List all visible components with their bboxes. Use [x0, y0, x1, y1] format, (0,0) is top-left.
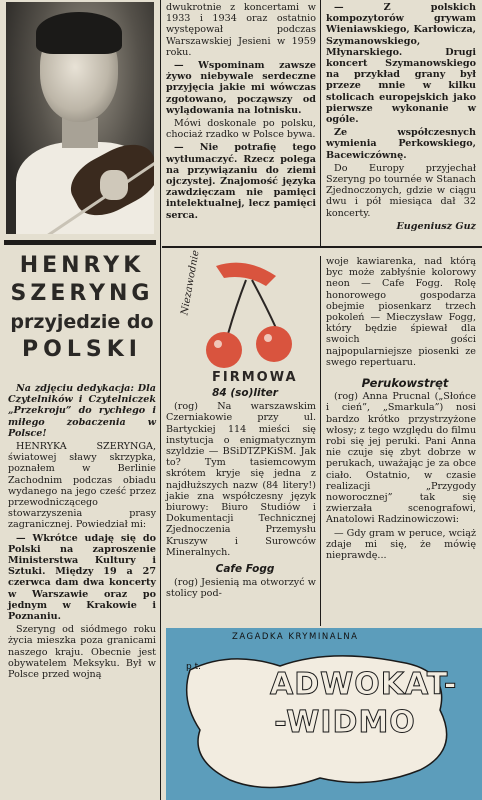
- right-lower-column: [326, 256, 476, 563]
- article-paragraph: (rog) Na warszawskim Czerniakowie przy ul. Bartyckiej 114 mieści się instytucja o enigmatycznym szyldzie — BSiDTZPKiSM. Jak to? Tym tasiemcowym skrótem kryje się jedna z najdłuższych nazw (84 litery!) jakie zna współczesny język biurowy: Biuro Studiów i Dokumentacji Technicznej Zjednoczenia Przemysłu Kruszyw i Surowców Mineralnych.: [166, 401, 316, 558]
- article-paragraph: — Z polskich kompozytorów grywam Wieniawskiego, Karłowicza, Szymanowskiego, Młynarskiego. Drugi koncert Szymanowskiego na przykład grany był przeze mnie w kilku stolicach europejskich jako pierwsze wykonanie w ogóle.: [326, 2, 476, 126]
- author-byline: Eugeniusz Guz: [396, 220, 476, 232]
- right-article-column: [326, 2, 476, 234]
- headline: [8, 252, 156, 364]
- crime-pt-abbr: p.t.: [186, 662, 201, 672]
- article-paragraph: Do Europy przyjechał Szeryng po tournée w Stanach Zjednoczonych, gdzie w ciągu dwu i pół miesiąca dał 32 koncerty.: [326, 162, 476, 219]
- section-title-cafe: Cafe Fogg: [215, 563, 275, 576]
- article-paragraph: dwukrotnie z koncertami w 1933 i 1934 oraz ostatnio występował podczas Warszawskiej Jesieni w 1959 roku.: [166, 2, 316, 58]
- article-paragraph: (rog) Jesienią ma otworzyć w stolicy pod-: [166, 577, 316, 600]
- article-paragraph: woje kawiarenka, nad którą byc może zabłyśnie kolorowy neon — Cafe Fogg. Rolę honorowego gospodarza obejmie piosenkarz trzech pokoleń — Mieczysław Fogg, który będzie śpiewał dla swoich gości najpopularniejsze piosenki ze swego repertuaru.: [326, 256, 476, 368]
- section-title-peruko: Perukowstręt: [361, 376, 449, 391]
- column-divider: [320, 0, 321, 246]
- article-paragraph: (rog) Anna Prucnal („Słońce i cień”, „Smarkula”) nosi bardzo krótko przystrzyżone włosy; z tego względu do filmu robi się jej peruki. Pani Anna nie czuje się zbyt dobrze w perukach, uważając je za obce ciało. Ostatnio, w czasie realizacji „Przygody noworocznej” tak się zwierzała scenografowi, Anatolowi Radzinowiczowi:: [326, 391, 476, 526]
- column-divider: [320, 256, 321, 626]
- headline-line-3: przyjedzie do: [10, 311, 154, 333]
- headline-line-1: HENRYK: [19, 253, 145, 278]
- article-paragraph: HENRYKA SZERYNGA, światowej sławy skrzypka, poznałem w Berlinie Zachodnim podczas obiadu wydanego na jego cześć przez przewodniczącego stowarzyszenia prasy zagranicznej. Powiedział mi:: [8, 441, 156, 531]
- article-paragraph: — Nie potrafię tego wytłumaczyć. Rzecz polega na przywiązaniu do ziemi ojczystej. Znajomość języka zawdzięczam nie pamięci intelektualnej, lecz pamięci serca.: [166, 142, 316, 221]
- article-paragraph: Mówi doskonale po polsku, chociaż rzadko w Polsce bywa.: [166, 118, 316, 141]
- crime-puzzle-label: ZAGADKA KRYMINALNA: [232, 632, 359, 642]
- soliter-column: [166, 388, 316, 602]
- column-divider: [160, 0, 161, 800]
- crime-puzzle-title: [270, 666, 458, 742]
- middle-article-column: [166, 2, 316, 223]
- article-paragraph: — Wspominam zawsze żywo niebywale serdeczne przyjęcia jakie mi wówczas zgotowano, począwszy od wylądowania na lotnisku.: [166, 60, 316, 116]
- portrait-photo: [6, 2, 154, 234]
- headline-rule: [4, 240, 156, 245]
- firmowa-word: FIRMOWA: [212, 370, 298, 385]
- article-paragraph: — Wkrótce udaję się do Polski na zaproszenie Ministerstwa Kultury i Sztuki. Między 19 a 27 czerwca dam dwa koncerty w Warszawie oraz po jednym w Krakowie i Poznaniu.: [8, 532, 156, 623]
- left-article-column: [8, 383, 156, 682]
- section-title-soliter: 84 (so)liter: [212, 387, 278, 399]
- dedication-text: Na zdjęciu dedykacja: Dla Czytelników i Czytelniczek „Przekroju” do rychłego i miłego zobaczenia w Polsce!: [8, 383, 156, 439]
- headline-line-2: SZERYNG: [10, 281, 154, 306]
- article-paragraph: Szeryng od siódmego roku życia mieszka poza granicami naszego kraju. Obecnie jest obywatelem Meksyku. Był w Polsce przed wojną: [8, 624, 156, 681]
- crime-title-line-2: -WIDMO: [274, 705, 416, 740]
- article-paragraph: — Gdy gram w peruce, wciąż zdaje mi się, że mówię nieprawdę...: [326, 527, 476, 562]
- section-rule: [162, 246, 482, 248]
- signature-handwriting: Niezawodnie: [179, 249, 202, 316]
- crime-title-line-1: ADWOKAT-: [270, 667, 458, 702]
- headline-line-4: POLSKI: [22, 337, 142, 362]
- article-paragraph: Ze współczesnych wymienia Perkowskiego, Bacewiczównę.: [326, 127, 476, 161]
